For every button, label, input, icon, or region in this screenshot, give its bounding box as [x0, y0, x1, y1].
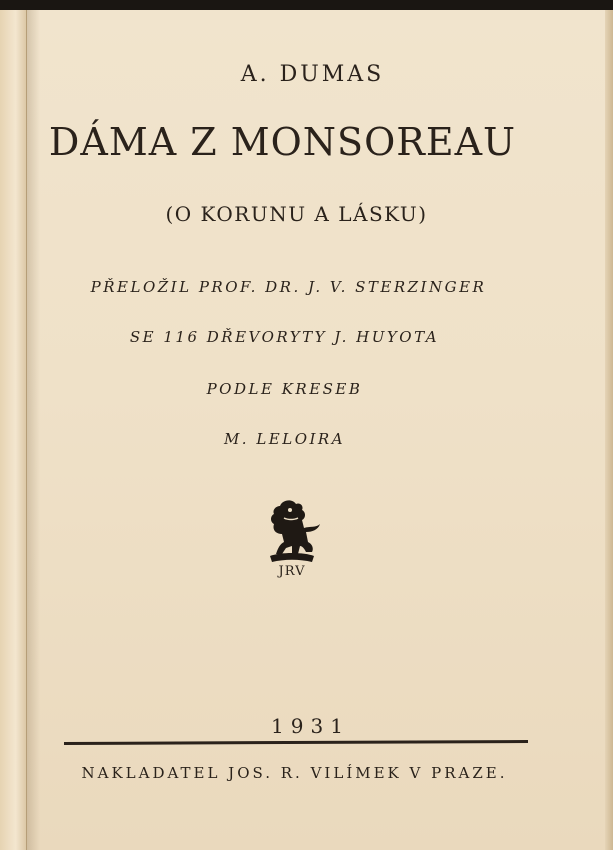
- publisher-line: NAKLADATEL JOS. R. VILÍMEK V PRAZE.: [81, 764, 508, 782]
- author-name: A. DUMAS: [240, 62, 385, 87]
- lion-emblem-icon: [260, 498, 324, 584]
- emblem-monogram: JRV: [278, 564, 306, 579]
- lion-emblem-graphic: [260, 498, 324, 568]
- publication-year: 1931: [271, 714, 350, 738]
- artist-line: M. LELOIRA: [223, 430, 346, 448]
- book-subtitle: (O KORUNU A LÁSKU): [165, 202, 428, 226]
- drawings-line: PODLE KRESEB: [206, 380, 363, 398]
- woodcuts-line: SE 116 DŘEVORYTY J. HUYOTA: [129, 328, 440, 346]
- book-title: DÁMA Z MONSOREAU: [48, 120, 517, 164]
- translator-line: PŘELOŽIL PROF. DR. J. V. STERZINGER: [90, 278, 487, 296]
